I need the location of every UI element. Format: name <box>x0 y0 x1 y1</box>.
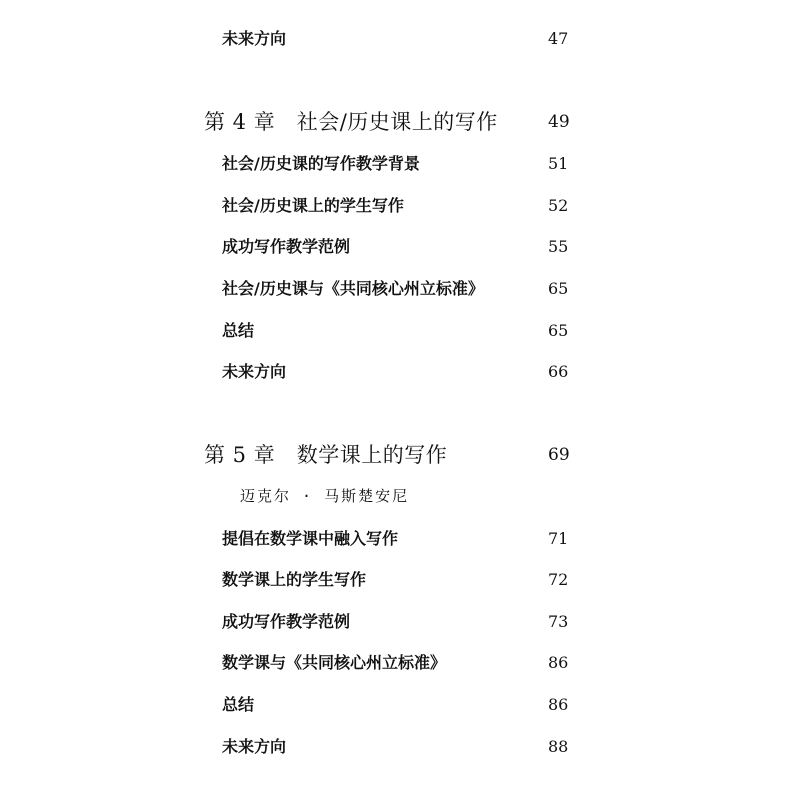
toc-entry-page: 52 <box>548 196 569 215</box>
toc-entry-title: 社会/历史课与《共同核心州立标准》 <box>222 279 484 298</box>
chapter-page: 69 <box>548 445 570 465</box>
toc-entry-title: 社会/历史课的写作教学背景 <box>222 154 420 173</box>
toc-entry-page: 73 <box>548 612 569 631</box>
toc-entry-page: 65 <box>548 279 569 298</box>
toc-entry <box>0 519 800 559</box>
toc-entry-title: 数学课与《共同核心州立标准》 <box>222 653 447 672</box>
toc-entry-title: 成功写作教学范例 <box>222 612 351 631</box>
toc-entry <box>0 727 800 767</box>
toc-entry <box>0 602 800 642</box>
toc-entry <box>0 643 800 683</box>
toc-entry-page: 55 <box>548 237 569 256</box>
toc-entry <box>0 685 800 725</box>
toc-entry-title: 提倡在数学课中融入写作 <box>222 529 399 548</box>
chapter-title: 第 5 章 数学课上的写作 <box>204 443 448 467</box>
toc-entry-page: 47 <box>548 29 569 48</box>
toc-entry <box>0 227 800 267</box>
toc-entry-title: 未来方向 <box>222 737 287 756</box>
toc-entry-title: 未来方向 <box>222 29 287 48</box>
toc-entry-page: 65 <box>548 321 569 340</box>
chapter-heading <box>0 102 800 142</box>
toc-entry-title: 总结 <box>222 321 255 340</box>
toc-entry-page: 86 <box>548 653 569 672</box>
toc-entry-page: 86 <box>548 695 569 714</box>
toc-entry-title: 数学课上的学生写作 <box>222 570 367 589</box>
toc-entry <box>0 269 800 309</box>
toc-entry <box>0 560 800 600</box>
toc-entry-page: 72 <box>548 570 569 589</box>
toc-entry-page: 71 <box>548 529 569 548</box>
toc-entry-page: 66 <box>548 362 569 381</box>
chapter-author: 迈克尔 · 马斯楚安尼 <box>240 487 410 505</box>
chapter-title: 第 4 章 社会/历史课上的写作 <box>204 110 498 134</box>
toc-entry-title: 成功写作教学范例 <box>222 237 351 256</box>
toc-entry-page: 88 <box>548 737 569 756</box>
toc-entry <box>0 311 800 351</box>
chapter-page: 49 <box>548 112 570 132</box>
toc-entry-title: 总结 <box>222 695 255 714</box>
toc-entry <box>0 19 800 59</box>
toc-entry-page: 51 <box>548 154 569 173</box>
chapter-heading <box>0 435 800 475</box>
toc-entry <box>0 186 800 226</box>
toc-entry-title: 社会/历史课上的学生写作 <box>222 196 404 215</box>
toc-entry <box>0 144 800 184</box>
toc-entry-title: 未来方向 <box>222 362 287 381</box>
toc-entry <box>0 352 800 392</box>
